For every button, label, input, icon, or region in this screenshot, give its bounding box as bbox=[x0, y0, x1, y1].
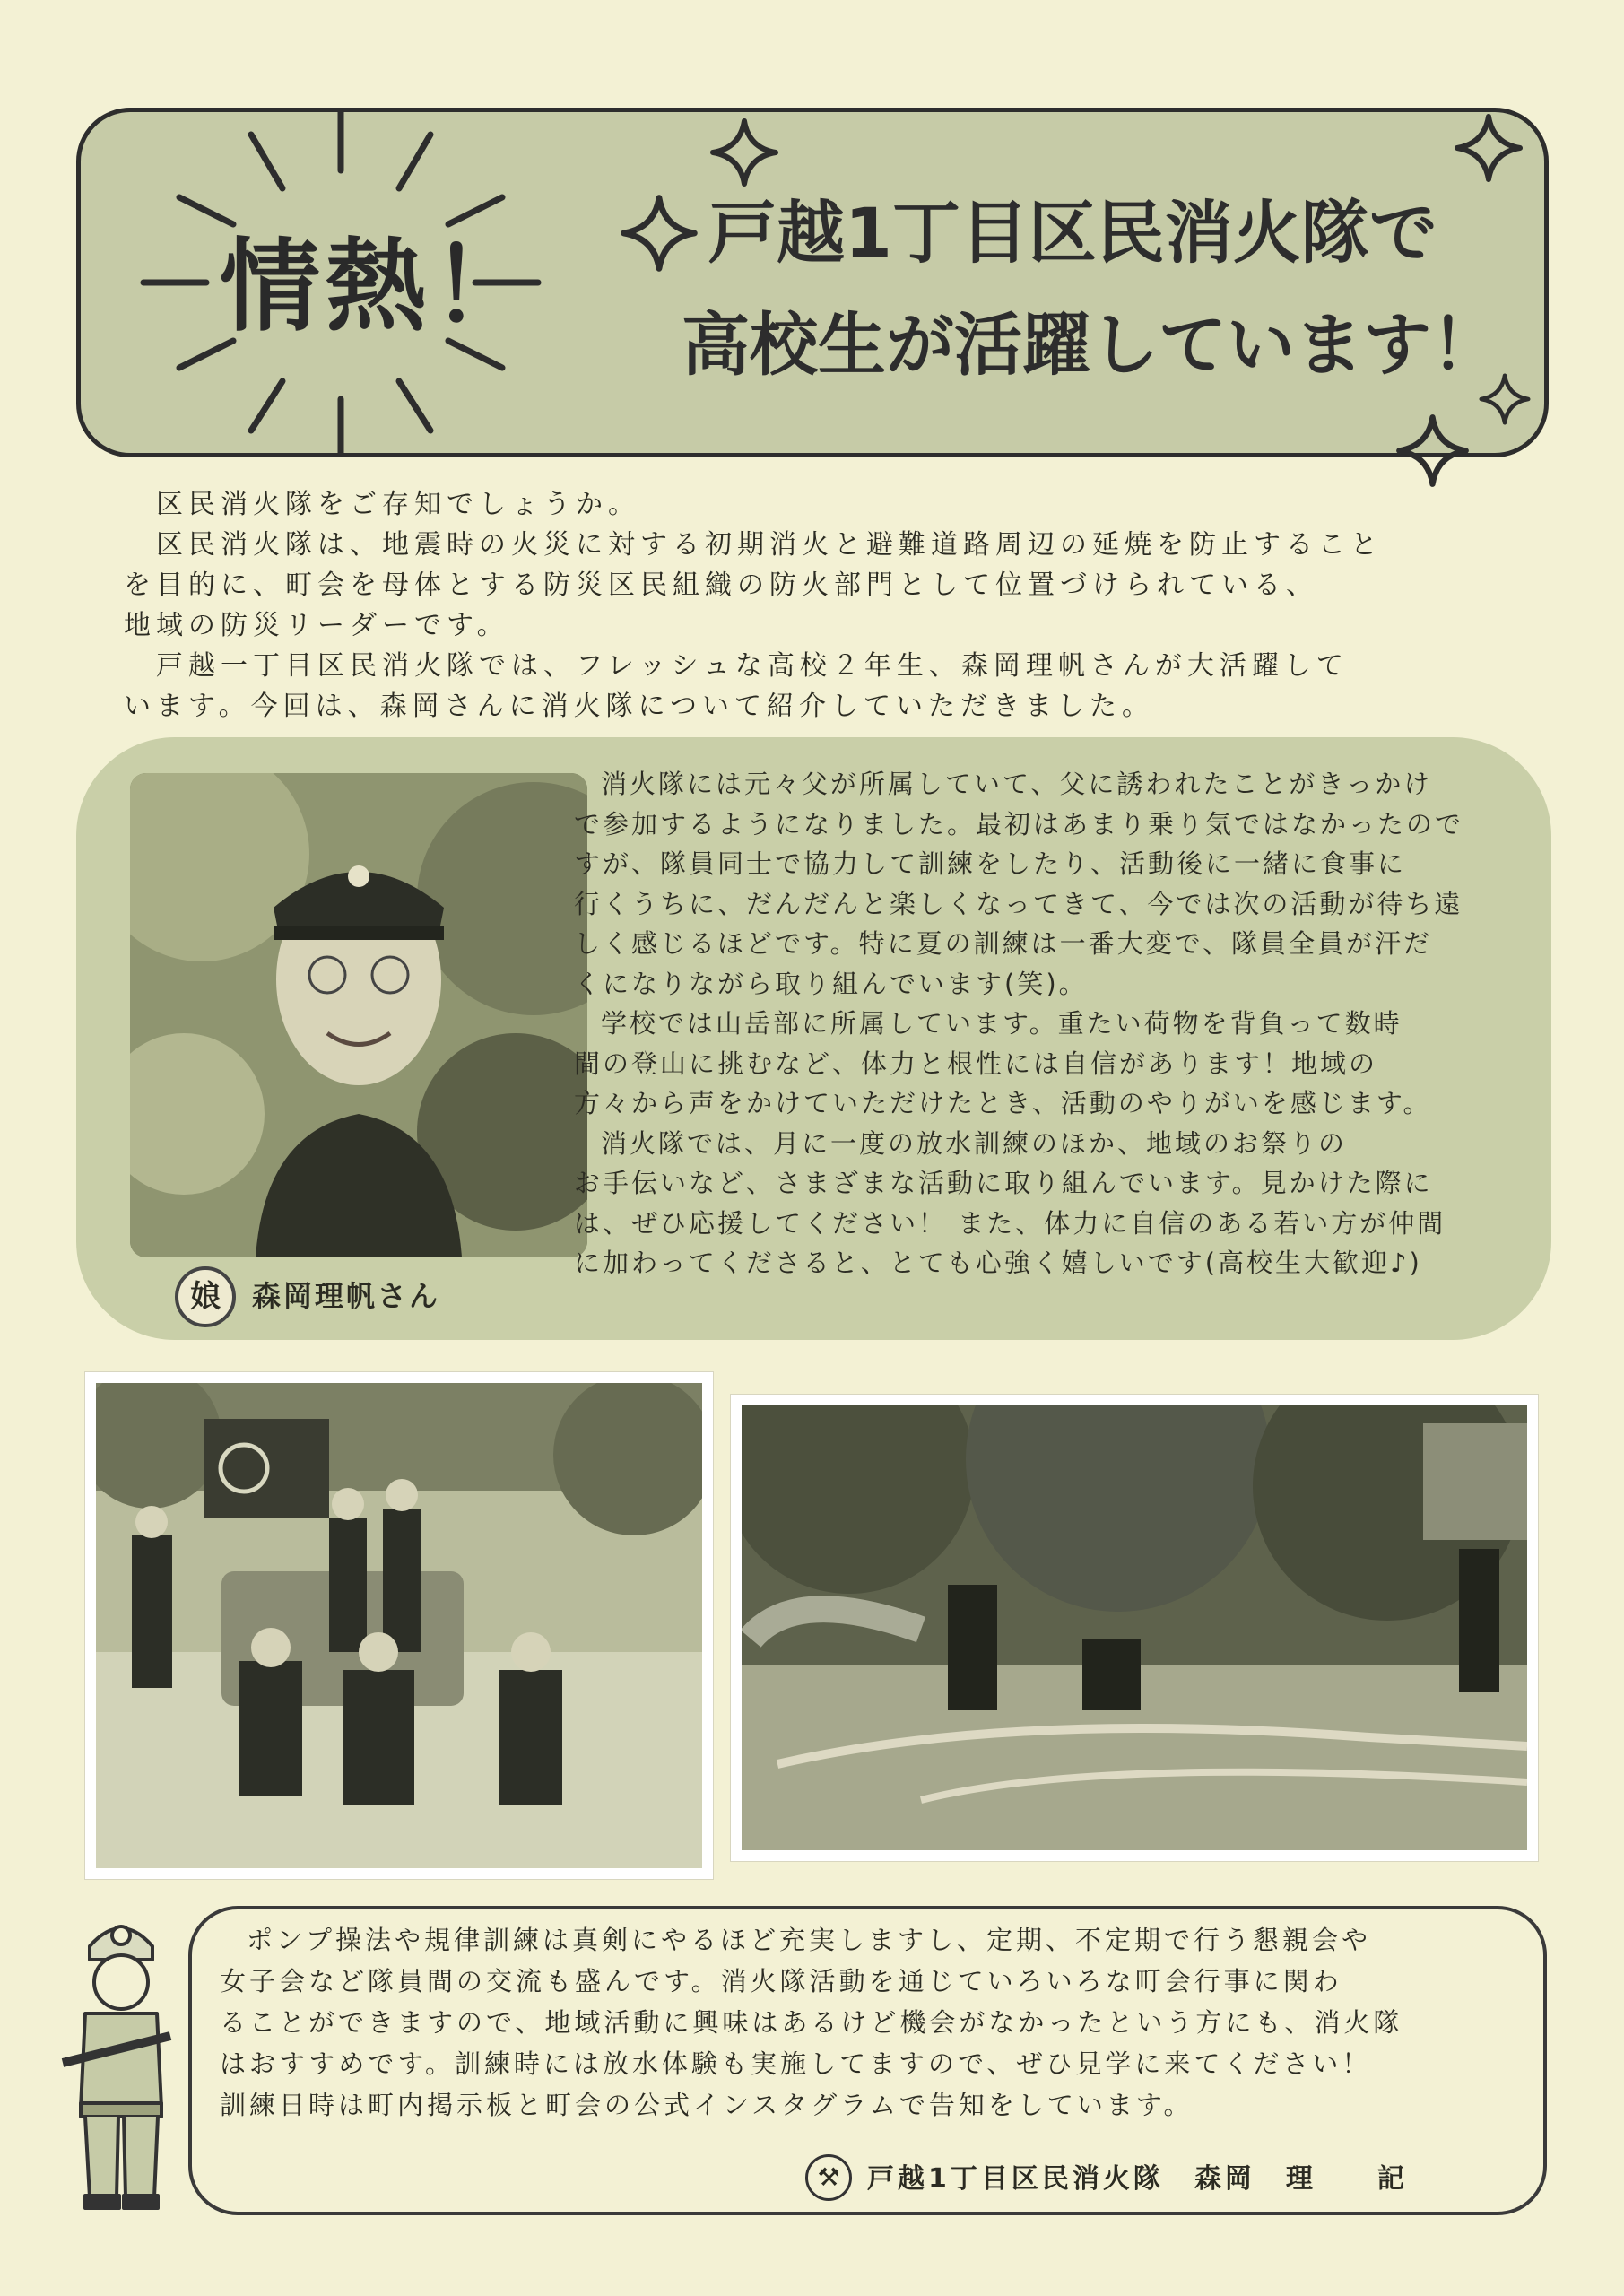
intro-paragraph bbox=[124, 484, 1509, 726]
intro-line: を目的に、町会を母体とする防災区民組織の防火部門として位置づけられている、 bbox=[124, 570, 1318, 601]
sparkle-icon bbox=[1394, 413, 1471, 489]
signature bbox=[812, 2157, 1529, 2202]
closing-line: はおすすめです。訓練時には放水体験も実施してますので、ぜひ見学に来てください！ bbox=[220, 2048, 1372, 2079]
portrait-caption: 森岡理帆さん bbox=[252, 1279, 441, 1313]
fire-brigade-logo-icon: ⚒ bbox=[805, 2154, 852, 2201]
sparkle-icon bbox=[619, 193, 699, 274]
interview-line: 行くうちに、だんだんと楽しくなってきて、今では次の活動が待ち遠 bbox=[574, 888, 1463, 919]
intro-line: 地域の防災リーダーです。 bbox=[124, 610, 509, 641]
interview-line: くになりながら取り組んでいます(笑)。 bbox=[574, 968, 1088, 999]
interview-line: は、ぜひ応援してください！ また、体力に自信のある若い方が仲間 bbox=[574, 1207, 1446, 1239]
interview-line: お手伝いなど、さまざまな活動に取り組んでいます。見かけた際に bbox=[574, 1168, 1433, 1198]
intro-line: 区民消火隊は、地震時の火災に対する初期消火と避難道路周辺の延焼を防止すること bbox=[156, 529, 1383, 561]
interview-line: 消火隊には元々父が所属していて、父に誘われたことがきっかけ bbox=[601, 769, 1433, 799]
closing-line: 女子会など隊員間の交流も盛んです。消火隊活動を通じていろいろな町会行事に関わ bbox=[220, 1966, 1342, 1996]
closing-line: ポンプ操法や規律訓練は真剣にやるほど充実しますし、定期、不定期で行う懇親会や bbox=[247, 1925, 1372, 1955]
interview-text bbox=[574, 764, 1533, 1329]
closing-line: ることができますので、地域活動に興味はあるけど機会がなかったという方にも、消火隊 bbox=[220, 2007, 1403, 2038]
closing-line: 訓練日時は町内掲示板と町会の公式インスタグラムで告知をしています。 bbox=[220, 2090, 1194, 2120]
interview-line: 方々から声をかけていただけたとき、活動のやりがいを感じます。 bbox=[574, 1088, 1432, 1118]
firefighter-illustration bbox=[54, 1910, 188, 2215]
interview-box bbox=[76, 737, 1551, 1340]
portrait-photo bbox=[130, 773, 587, 1257]
interview-line: すが、隊員同士で協力して訓練をしたり、活動後に一緒に食事に bbox=[574, 848, 1407, 879]
title-line-2: 高校生が活躍しています！ bbox=[682, 305, 1499, 385]
intro-line: 区民消火隊をご存知でしょうか。 bbox=[156, 489, 640, 520]
title-line-1: 戸越1丁目区民消火隊で bbox=[708, 193, 1437, 273]
daughter-badge-icon: 娘 bbox=[175, 1266, 236, 1327]
water-hose-photo bbox=[731, 1395, 1538, 1861]
interview-line: で参加するようになりました。最初はあまり乗り気ではなかったので bbox=[574, 808, 1464, 839]
intro-line: 戸越一丁目区民消火隊では、フレッシュな高校２年生、森岡理帆さんが大活躍して bbox=[156, 650, 1349, 682]
closing-text bbox=[220, 1919, 1529, 2161]
signature-text: 戸越1丁目区民消火隊 森岡 理 記 bbox=[867, 2163, 1408, 2195]
intro-line: います。今回は、森岡さんに消火隊について紹介していただきました。 bbox=[124, 691, 1154, 722]
interview-line: 間の登山に挑むなど、体力と根性には自信があります！地域の bbox=[574, 1048, 1378, 1079]
interview-line: に加わってくださると、とても心強く嬉しいです(高校生大歓迎♪) bbox=[574, 1248, 1422, 1278]
sparkle-icon bbox=[708, 117, 780, 188]
interview-line: しく感じるほどです。特に夏の訓練は一番大変で、隊員全員が汗だ bbox=[574, 928, 1433, 959]
passion-heading: 情熱！ bbox=[220, 229, 537, 345]
interview-line: 消火隊では、月に一度の放水訓練のほか、地域のお祭りの bbox=[601, 1127, 1348, 1159]
sparkle-icon bbox=[1453, 112, 1524, 184]
group-photo bbox=[85, 1372, 713, 1879]
interview-line: 学校では山岳部に所属しています。重たい荷物を背負って数時 bbox=[601, 1008, 1403, 1039]
